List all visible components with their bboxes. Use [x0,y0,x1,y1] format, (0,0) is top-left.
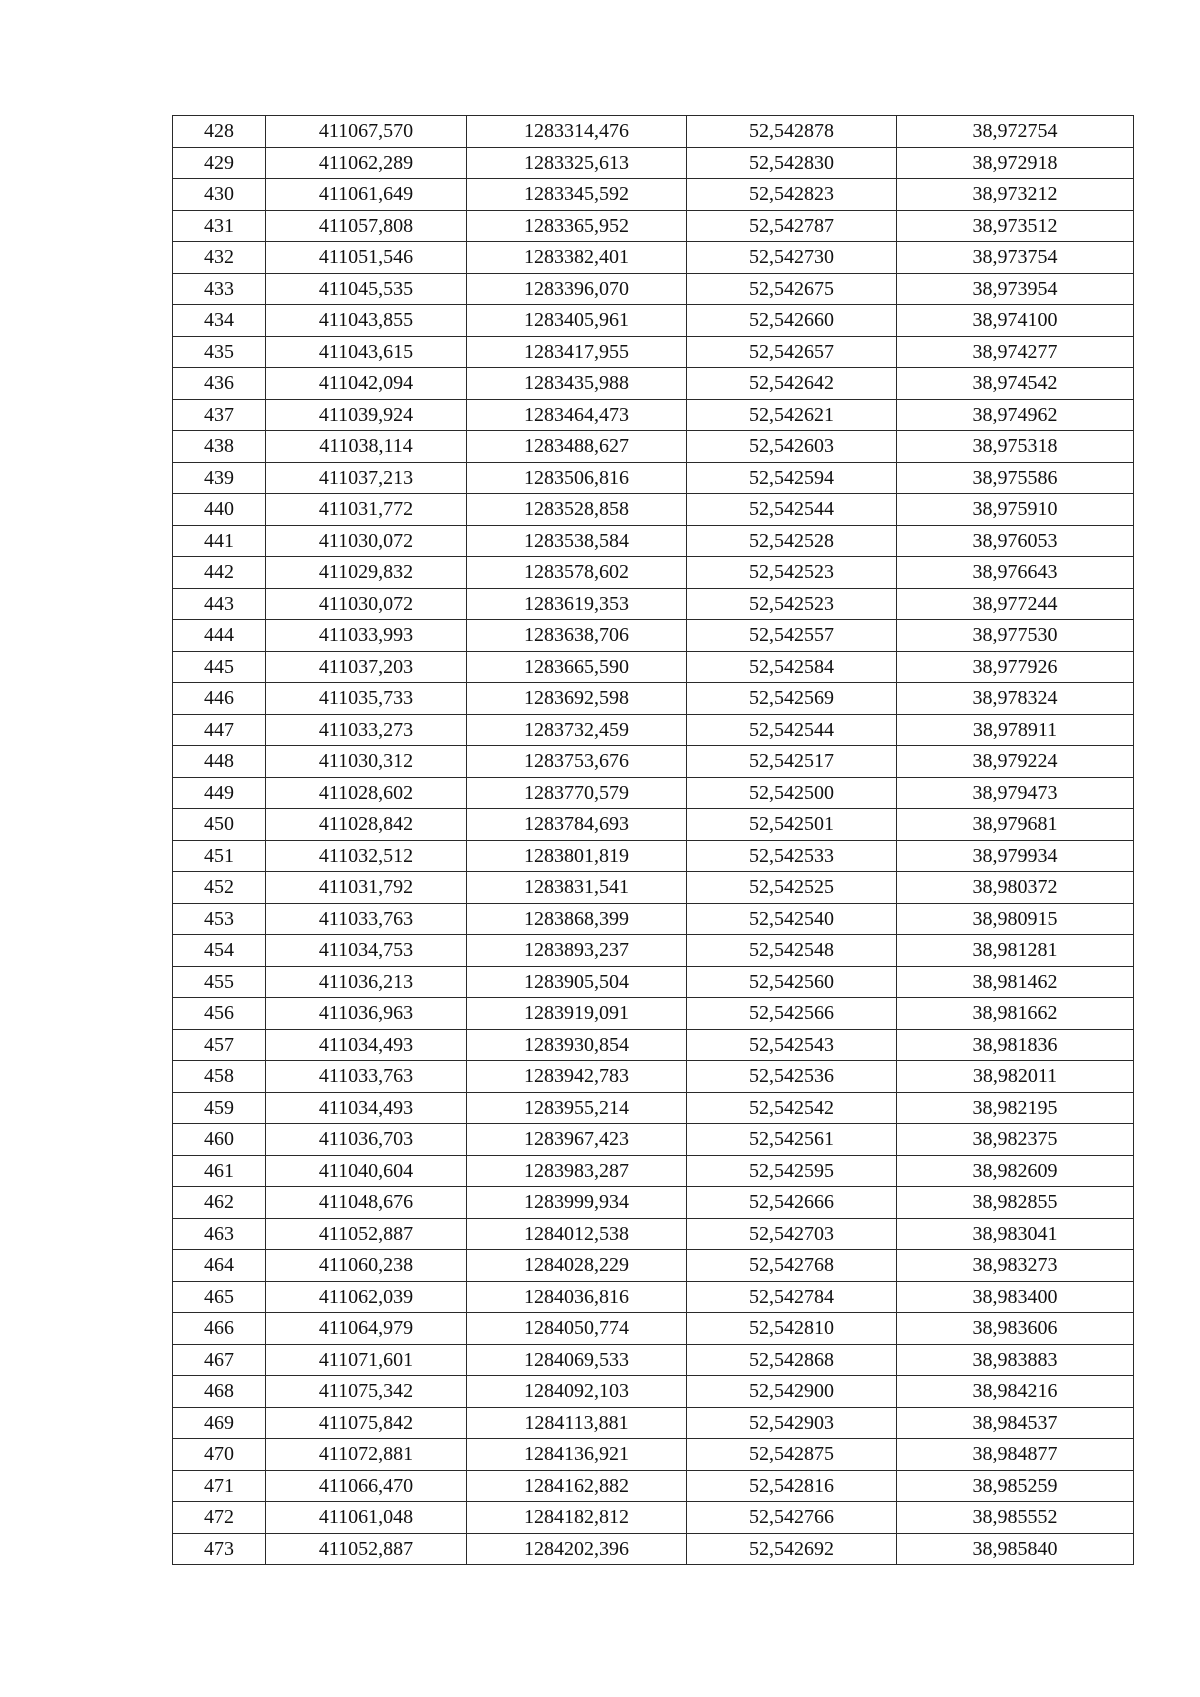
table-row [173,1376,1134,1408]
latitude-cell: 52,542523 [687,557,897,589]
y-coordinate-cell: 1283692,598 [467,683,687,715]
x-coordinate-cell: 411031,792 [266,872,467,904]
point-number-cell: 438 [173,431,266,463]
coordinates-table [172,115,1134,1565]
table-row [173,494,1134,526]
table-row [173,872,1134,904]
point-number-cell: 442 [173,557,266,589]
latitude-cell: 52,542675 [687,273,897,305]
latitude-cell: 52,542540 [687,903,897,935]
longitude-cell: 38,985552 [897,1502,1134,1534]
point-number-cell: 451 [173,840,266,872]
longitude-cell: 38,977244 [897,588,1134,620]
longitude-cell: 38,972918 [897,147,1134,179]
longitude-cell: 38,976053 [897,525,1134,557]
x-coordinate-cell: 411035,733 [266,683,467,715]
longitude-cell: 38,982375 [897,1124,1134,1156]
y-coordinate-cell: 1283919,091 [467,998,687,1030]
y-coordinate-cell: 1283930,854 [467,1029,687,1061]
x-coordinate-cell: 411040,604 [266,1155,467,1187]
table-row [173,840,1134,872]
latitude-cell: 52,542810 [687,1313,897,1345]
latitude-cell: 52,542603 [687,431,897,463]
x-coordinate-cell: 411071,601 [266,1344,467,1376]
point-number-cell: 466 [173,1313,266,1345]
x-coordinate-cell: 411029,832 [266,557,467,589]
y-coordinate-cell: 1283893,237 [467,935,687,967]
latitude-cell: 52,542766 [687,1502,897,1534]
latitude-cell: 52,542525 [687,872,897,904]
x-coordinate-cell: 411039,924 [266,399,467,431]
y-coordinate-cell: 1283801,819 [467,840,687,872]
longitude-cell: 38,984537 [897,1407,1134,1439]
table-row [173,1344,1134,1376]
table-row [173,651,1134,683]
latitude-cell: 52,542830 [687,147,897,179]
x-coordinate-cell: 411060,238 [266,1250,467,1282]
point-number-cell: 454 [173,935,266,967]
table-row [173,399,1134,431]
y-coordinate-cell: 1283619,353 [467,588,687,620]
x-coordinate-cell: 411061,048 [266,1502,467,1534]
x-coordinate-cell: 411066,470 [266,1470,467,1502]
longitude-cell: 38,981836 [897,1029,1134,1061]
x-coordinate-cell: 411067,570 [266,116,467,148]
latitude-cell: 52,542543 [687,1029,897,1061]
point-number-cell: 431 [173,210,266,242]
x-coordinate-cell: 411033,273 [266,714,467,746]
longitude-cell: 38,975586 [897,462,1134,494]
longitude-cell: 38,975910 [897,494,1134,526]
latitude-cell: 52,542595 [687,1155,897,1187]
latitude-cell: 52,542560 [687,966,897,998]
longitude-cell: 38,973212 [897,179,1134,211]
point-number-cell: 435 [173,336,266,368]
table-row [173,1470,1134,1502]
y-coordinate-cell: 1284012,538 [467,1218,687,1250]
latitude-cell: 52,542557 [687,620,897,652]
table-row [173,1029,1134,1061]
longitude-cell: 38,982011 [897,1061,1134,1093]
y-coordinate-cell: 1283405,961 [467,305,687,337]
x-coordinate-cell: 411043,615 [266,336,467,368]
y-coordinate-cell: 1283464,473 [467,399,687,431]
latitude-cell: 52,542528 [687,525,897,557]
latitude-cell: 52,542501 [687,809,897,841]
table-row [173,1124,1134,1156]
x-coordinate-cell: 411037,213 [266,462,467,494]
table-row [173,1439,1134,1471]
point-number-cell: 472 [173,1502,266,1534]
point-number-cell: 428 [173,116,266,148]
latitude-cell: 52,542561 [687,1124,897,1156]
longitude-cell: 38,979934 [897,840,1134,872]
y-coordinate-cell: 1284036,816 [467,1281,687,1313]
latitude-cell: 52,542730 [687,242,897,274]
latitude-cell: 52,542533 [687,840,897,872]
x-coordinate-cell: 411045,535 [266,273,467,305]
latitude-cell: 52,542536 [687,1061,897,1093]
latitude-cell: 52,542666 [687,1187,897,1219]
point-number-cell: 452 [173,872,266,904]
longitude-cell: 38,983041 [897,1218,1134,1250]
point-number-cell: 465 [173,1281,266,1313]
y-coordinate-cell: 1283345,592 [467,179,687,211]
x-coordinate-cell: 411034,753 [266,935,467,967]
table-row [173,620,1134,652]
point-number-cell: 460 [173,1124,266,1156]
latitude-cell: 52,542548 [687,935,897,967]
latitude-cell: 52,542621 [687,399,897,431]
latitude-cell: 52,542823 [687,179,897,211]
x-coordinate-cell: 411033,993 [266,620,467,652]
longitude-cell: 38,974277 [897,336,1134,368]
y-coordinate-cell: 1283955,214 [467,1092,687,1124]
table-row [173,714,1134,746]
table-row [173,1218,1134,1250]
table-row [173,1155,1134,1187]
longitude-cell: 38,981281 [897,935,1134,967]
point-number-cell: 433 [173,273,266,305]
x-coordinate-cell: 411037,203 [266,651,467,683]
x-coordinate-cell: 411034,493 [266,1029,467,1061]
y-coordinate-cell: 1283396,070 [467,273,687,305]
table-row [173,179,1134,211]
point-number-cell: 446 [173,683,266,715]
point-number-cell: 444 [173,620,266,652]
latitude-cell: 52,542544 [687,714,897,746]
table-row [173,336,1134,368]
table-row [173,116,1134,148]
y-coordinate-cell: 1283417,955 [467,336,687,368]
point-number-cell: 450 [173,809,266,841]
y-coordinate-cell: 1283753,676 [467,746,687,778]
table-row [173,809,1134,841]
x-coordinate-cell: 411043,855 [266,305,467,337]
table-row [173,1313,1134,1345]
y-coordinate-cell: 1283905,504 [467,966,687,998]
x-coordinate-cell: 411052,887 [266,1533,467,1565]
x-coordinate-cell: 411036,963 [266,998,467,1030]
table-row [173,525,1134,557]
point-number-cell: 457 [173,1029,266,1061]
x-coordinate-cell: 411031,772 [266,494,467,526]
table-row [173,242,1134,274]
y-coordinate-cell: 1283868,399 [467,903,687,935]
longitude-cell: 38,979473 [897,777,1134,809]
x-coordinate-cell: 411075,342 [266,1376,467,1408]
point-number-cell: 449 [173,777,266,809]
y-coordinate-cell: 1283382,401 [467,242,687,274]
table-row [173,1533,1134,1565]
x-coordinate-cell: 411033,763 [266,1061,467,1093]
longitude-cell: 38,985840 [897,1533,1134,1565]
table-row [173,998,1134,1030]
latitude-cell: 52,542900 [687,1376,897,1408]
longitude-cell: 38,981662 [897,998,1134,1030]
x-coordinate-cell: 411042,094 [266,368,467,400]
table-row [173,966,1134,998]
point-number-cell: 471 [173,1470,266,1502]
y-coordinate-cell: 1284182,812 [467,1502,687,1534]
longitude-cell: 38,978911 [897,714,1134,746]
longitude-cell: 38,977530 [897,620,1134,652]
y-coordinate-cell: 1283831,541 [467,872,687,904]
x-coordinate-cell: 411052,887 [266,1218,467,1250]
x-coordinate-cell: 411051,546 [266,242,467,274]
latitude-cell: 52,542816 [687,1470,897,1502]
latitude-cell: 52,542569 [687,683,897,715]
latitude-cell: 52,542544 [687,494,897,526]
y-coordinate-cell: 1283314,476 [467,116,687,148]
y-coordinate-cell: 1284202,396 [467,1533,687,1565]
table-row [173,935,1134,967]
x-coordinate-cell: 411036,703 [266,1124,467,1156]
point-number-cell: 458 [173,1061,266,1093]
longitude-cell: 38,974100 [897,305,1134,337]
point-number-cell: 430 [173,179,266,211]
table-row [173,305,1134,337]
x-coordinate-cell: 411061,649 [266,179,467,211]
latitude-cell: 52,542594 [687,462,897,494]
longitude-cell: 38,974962 [897,399,1134,431]
y-coordinate-cell: 1283365,952 [467,210,687,242]
point-number-cell: 459 [173,1092,266,1124]
y-coordinate-cell: 1283732,459 [467,714,687,746]
point-number-cell: 443 [173,588,266,620]
point-number-cell: 463 [173,1218,266,1250]
latitude-cell: 52,542566 [687,998,897,1030]
longitude-cell: 38,983273 [897,1250,1134,1282]
x-coordinate-cell: 411030,072 [266,588,467,620]
table-row [173,746,1134,778]
longitude-cell: 38,975318 [897,431,1134,463]
latitude-cell: 52,542500 [687,777,897,809]
longitude-cell: 38,973954 [897,273,1134,305]
point-number-cell: 445 [173,651,266,683]
point-number-cell: 470 [173,1439,266,1471]
y-coordinate-cell: 1284069,533 [467,1344,687,1376]
y-coordinate-cell: 1283942,783 [467,1061,687,1093]
x-coordinate-cell: 411075,842 [266,1407,467,1439]
latitude-cell: 52,542517 [687,746,897,778]
longitude-cell: 38,983883 [897,1344,1134,1376]
y-coordinate-cell: 1284028,229 [467,1250,687,1282]
x-coordinate-cell: 411030,072 [266,525,467,557]
x-coordinate-cell: 411028,842 [266,809,467,841]
table-row [173,431,1134,463]
point-number-cell: 455 [173,966,266,998]
y-coordinate-cell: 1283435,988 [467,368,687,400]
table-row [173,1502,1134,1534]
point-number-cell: 453 [173,903,266,935]
y-coordinate-cell: 1283770,579 [467,777,687,809]
latitude-cell: 52,542692 [687,1533,897,1565]
y-coordinate-cell: 1284113,881 [467,1407,687,1439]
x-coordinate-cell: 411072,881 [266,1439,467,1471]
longitude-cell: 38,982609 [897,1155,1134,1187]
longitude-cell: 38,974542 [897,368,1134,400]
longitude-cell: 38,979681 [897,809,1134,841]
point-number-cell: 440 [173,494,266,526]
y-coordinate-cell: 1283578,602 [467,557,687,589]
y-coordinate-cell: 1283488,627 [467,431,687,463]
point-number-cell: 448 [173,746,266,778]
x-coordinate-cell: 411062,289 [266,147,467,179]
y-coordinate-cell: 1283967,423 [467,1124,687,1156]
latitude-cell: 52,542868 [687,1344,897,1376]
point-number-cell: 456 [173,998,266,1030]
x-coordinate-cell: 411036,213 [266,966,467,998]
point-number-cell: 464 [173,1250,266,1282]
x-coordinate-cell: 411032,512 [266,840,467,872]
table-row [173,1061,1134,1093]
latitude-cell: 52,542703 [687,1218,897,1250]
x-coordinate-cell: 411064,979 [266,1313,467,1345]
longitude-cell: 38,976643 [897,557,1134,589]
latitude-cell: 52,542584 [687,651,897,683]
table-row [173,777,1134,809]
longitude-cell: 38,978324 [897,683,1134,715]
x-coordinate-cell: 411034,493 [266,1092,467,1124]
longitude-cell: 38,983606 [897,1313,1134,1345]
latitude-cell: 52,542657 [687,336,897,368]
x-coordinate-cell: 411028,602 [266,777,467,809]
point-number-cell: 461 [173,1155,266,1187]
longitude-cell: 38,985259 [897,1470,1134,1502]
longitude-cell: 38,980372 [897,872,1134,904]
longitude-cell: 38,982195 [897,1092,1134,1124]
table-row [173,462,1134,494]
table-row [173,147,1134,179]
longitude-cell: 38,984877 [897,1439,1134,1471]
y-coordinate-cell: 1283983,287 [467,1155,687,1187]
latitude-cell: 52,542523 [687,588,897,620]
table-row [173,903,1134,935]
y-coordinate-cell: 1283784,693 [467,809,687,841]
latitude-cell: 52,542787 [687,210,897,242]
x-coordinate-cell: 411062,039 [266,1281,467,1313]
point-number-cell: 434 [173,305,266,337]
latitude-cell: 52,542875 [687,1439,897,1471]
y-coordinate-cell: 1283538,584 [467,525,687,557]
table-row [173,588,1134,620]
longitude-cell: 38,973754 [897,242,1134,274]
longitude-cell: 38,977926 [897,651,1134,683]
coordinates-table-body [173,116,1134,1565]
longitude-cell: 38,979224 [897,746,1134,778]
y-coordinate-cell: 1284050,774 [467,1313,687,1345]
latitude-cell: 52,542542 [687,1092,897,1124]
table-row [173,210,1134,242]
longitude-cell: 38,980915 [897,903,1134,935]
point-number-cell: 429 [173,147,266,179]
point-number-cell: 468 [173,1376,266,1408]
y-coordinate-cell: 1283528,858 [467,494,687,526]
longitude-cell: 38,983400 [897,1281,1134,1313]
x-coordinate-cell: 411038,114 [266,431,467,463]
y-coordinate-cell: 1283325,613 [467,147,687,179]
y-coordinate-cell: 1283506,816 [467,462,687,494]
table-row [173,683,1134,715]
point-number-cell: 441 [173,525,266,557]
longitude-cell: 38,981462 [897,966,1134,998]
table-row [173,1281,1134,1313]
y-coordinate-cell: 1283638,706 [467,620,687,652]
longitude-cell: 38,982855 [897,1187,1134,1219]
point-number-cell: 437 [173,399,266,431]
longitude-cell: 38,973512 [897,210,1134,242]
point-number-cell: 467 [173,1344,266,1376]
latitude-cell: 52,542768 [687,1250,897,1282]
table-row [173,273,1134,305]
point-number-cell: 473 [173,1533,266,1565]
table-row [173,368,1134,400]
longitude-cell: 38,984216 [897,1376,1134,1408]
table-row [173,1407,1134,1439]
point-number-cell: 436 [173,368,266,400]
point-number-cell: 439 [173,462,266,494]
table-row [173,1250,1134,1282]
point-number-cell: 447 [173,714,266,746]
point-number-cell: 469 [173,1407,266,1439]
latitude-cell: 52,542903 [687,1407,897,1439]
table-row [173,1187,1134,1219]
x-coordinate-cell: 411048,676 [266,1187,467,1219]
y-coordinate-cell: 1283999,934 [467,1187,687,1219]
x-coordinate-cell: 411057,808 [266,210,467,242]
latitude-cell: 52,542878 [687,116,897,148]
point-number-cell: 462 [173,1187,266,1219]
table-row [173,1092,1134,1124]
table-row [173,557,1134,589]
point-number-cell: 432 [173,242,266,274]
y-coordinate-cell: 1284162,882 [467,1470,687,1502]
y-coordinate-cell: 1284092,103 [467,1376,687,1408]
x-coordinate-cell: 411033,763 [266,903,467,935]
y-coordinate-cell: 1283665,590 [467,651,687,683]
latitude-cell: 52,542660 [687,305,897,337]
x-coordinate-cell: 411030,312 [266,746,467,778]
latitude-cell: 52,542642 [687,368,897,400]
y-coordinate-cell: 1284136,921 [467,1439,687,1471]
longitude-cell: 38,972754 [897,116,1134,148]
latitude-cell: 52,542784 [687,1281,897,1313]
